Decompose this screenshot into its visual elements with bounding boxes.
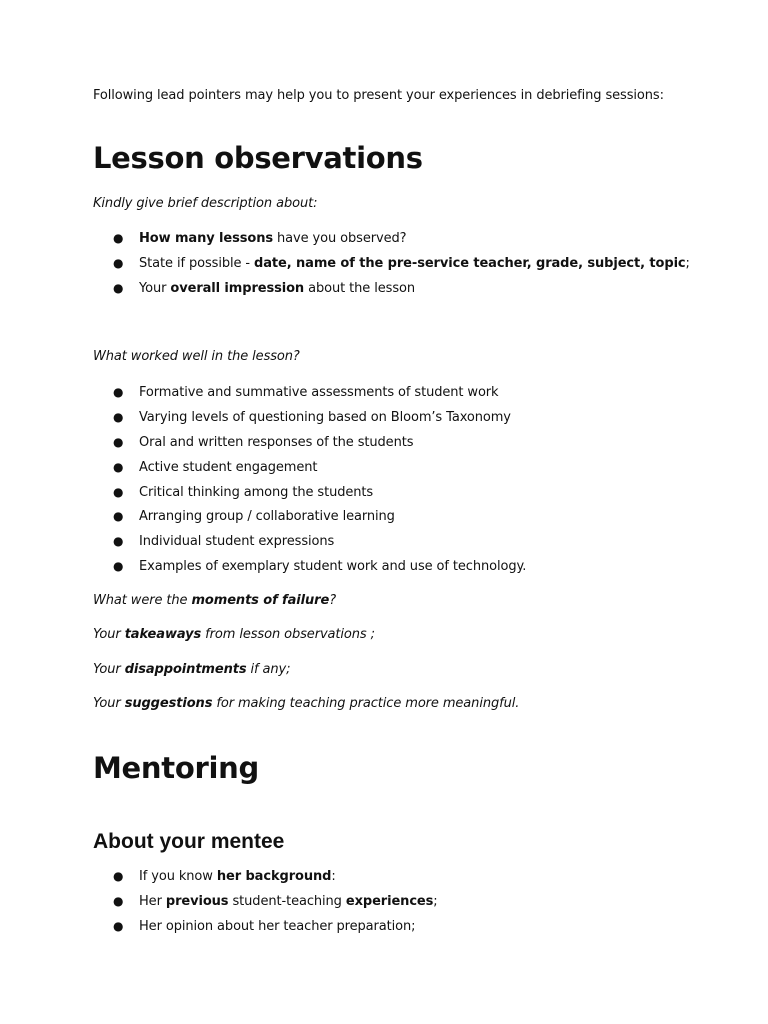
item-text: If you know: [139, 869, 217, 884]
prompt-text: if any;: [246, 662, 291, 677]
item-text: Active student engagement: [139, 460, 318, 475]
list-item: [113, 507, 395, 526]
bold-text: experiences: [345, 894, 434, 909]
about-mentee-subheading: About your mentee: [93, 830, 285, 853]
item-text: about the lesson: [304, 281, 415, 296]
bold-text: How many lessons: [139, 231, 273, 246]
bold-text: takeaways: [124, 627, 202, 642]
bold-text: suggestions: [124, 696, 213, 711]
disappointments-prompt: [93, 661, 290, 679]
item-text: ;: [433, 894, 438, 909]
mentoring-heading: Mentoring: [93, 751, 259, 785]
bold-text: disappointments: [124, 662, 247, 677]
failure-prompt: [93, 592, 336, 610]
item-text: Her opinion about her teacher preparation;: [139, 919, 416, 934]
item-text: ;: [685, 256, 690, 271]
list-item: [113, 383, 499, 402]
list-item: [113, 867, 336, 886]
item-text: Oral and written responses of the students: [139, 435, 414, 450]
bullet-icon: ●: [113, 534, 124, 548]
prompt-text: Your: [93, 696, 125, 711]
bullet-icon: ●: [113, 509, 124, 523]
bullet-icon: ●: [113, 281, 124, 295]
item-text: student-teaching: [228, 894, 346, 909]
list-item: [113, 458, 317, 477]
bullet-icon: ●: [113, 894, 124, 908]
list-item: [113, 229, 406, 248]
worked-well-prompt: What worked well in the lesson?: [93, 349, 300, 364]
bold-text: moments of failure: [191, 593, 330, 608]
item-text: Her: [139, 894, 166, 909]
prompt-text: from lesson observations ;: [201, 627, 375, 642]
prompt-text: Your: [93, 627, 125, 642]
list-item: [113, 532, 334, 551]
list-item: [113, 557, 526, 576]
item-text: Arranging group / collaborative learning: [139, 509, 395, 524]
item-text: Examples of exemplary student work and use of technology.: [139, 559, 527, 574]
item-text: State if possible -: [139, 256, 255, 271]
bold-text: previous: [165, 894, 229, 909]
item-text: Individual student expressions: [139, 534, 335, 549]
list-item: [113, 279, 415, 298]
bullet-icon: ●: [113, 485, 124, 499]
bullet-icon: ●: [113, 869, 124, 883]
suggestions-prompt: [93, 695, 519, 713]
list-item: [113, 917, 415, 936]
bullet-icon: ●: [113, 435, 124, 449]
prompt-text: ?: [329, 593, 336, 608]
bold-text: her background: [216, 869, 332, 884]
bullet-icon: ●: [113, 410, 124, 424]
list-item: [113, 892, 438, 911]
takeaways-prompt: [93, 626, 375, 644]
bold-text: date, name of the pre-service teacher, grade, subject, topic: [254, 256, 686, 271]
list-item: [113, 408, 511, 427]
bullet-icon: ●: [113, 256, 124, 270]
intro-text: Following lead pointers may help you to present your experiences in debriefing sessions:: [93, 88, 664, 103]
item-text: have you observed?: [273, 231, 407, 246]
description-prompt: Kindly give brief description about:: [93, 196, 318, 211]
item-text: Critical thinking among the students: [139, 485, 374, 500]
bullet-icon: ●: [113, 919, 124, 933]
list-item: [113, 254, 690, 273]
bold-text: overall impression: [170, 281, 305, 296]
item-text: Varying levels of questioning based on Bloom’s Taxonomy: [139, 410, 511, 425]
prompt-text: What were the: [93, 593, 192, 608]
bullet-icon: ●: [113, 460, 124, 474]
lesson-observations-heading: Lesson observations: [93, 141, 423, 175]
item-text: Formative and summative assessments of student work: [139, 385, 499, 400]
item-text: :: [331, 869, 336, 884]
list-item: [113, 433, 413, 452]
prompt-text: for making teaching practice more meaningful.: [212, 696, 520, 711]
bullet-icon: ●: [113, 231, 124, 245]
list-item: [113, 483, 373, 502]
prompt-text: Your: [93, 662, 125, 677]
bullet-icon: ●: [113, 559, 124, 573]
bullet-icon: ●: [113, 385, 124, 399]
item-text: Your: [139, 281, 171, 296]
